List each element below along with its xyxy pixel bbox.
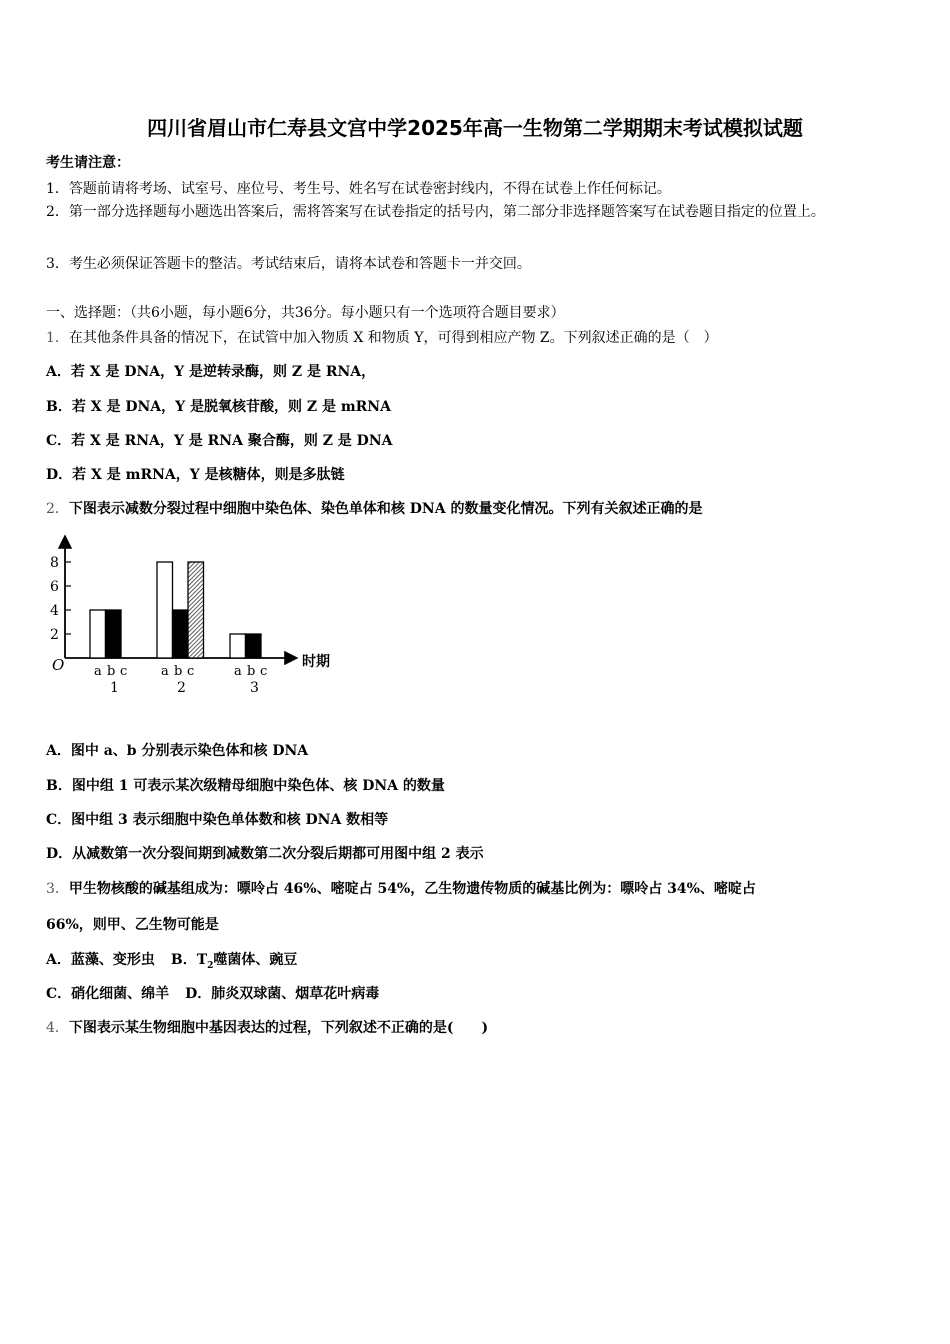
section-heading: 一、选择题：（共6小题，每小题6分，共36分。每小题只有一个选项符合题目要求）	[46, 305, 565, 321]
bar-letter-label: a	[234, 664, 242, 679]
bar-a-group-2	[157, 562, 173, 658]
bar-b-group-1	[106, 610, 122, 658]
bar-letter-label: c	[187, 664, 195, 679]
bar-letter-label: a	[161, 664, 169, 679]
q1-option-c: C．若 X 是 RNA，Y 是 RNA 聚合酶，则 Z 是 DNA	[46, 433, 393, 449]
question-number: 2．	[46, 501, 69, 517]
notice-item-2: 2．第一部分选择题每小题选出答案后，需将答案写在试卷指定的括号内，第二部分非选择题答案写在试卷题目指定的位置上。	[46, 204, 825, 220]
bar-c-group-2	[188, 562, 204, 658]
q3-option-a: A．蓝藻、变形虫	[46, 952, 155, 968]
y-tick-label: 4	[50, 603, 59, 619]
q3-option-b: B．$T_2$噬菌体、豌豆	[170, 952, 298, 971]
bar-letter-label: c	[120, 664, 128, 679]
question-3	[46, 878, 756, 898]
bar-letter-label: a	[94, 664, 102, 679]
q1-option-d: D．若 X 是 mRNA，Y 是核糖体，则是多肽链	[46, 467, 345, 483]
q3-options-cd	[46, 983, 379, 1003]
question-number: 1．	[46, 330, 69, 346]
group-label: 1	[110, 680, 119, 696]
y-tick-label: 2	[50, 627, 59, 643]
question-stem: 甲生物核酸的碱基组成为：嘌呤占 46%、嘧啶占 54%，乙生物遗传物质的碱基比例为：嘌呤占 34%、嘧啶占	[68, 881, 756, 897]
question-stem: 下图表示减数分裂过程中细胞中染色体、染色单体和核 DNA 的数量变化情况。下列有关叙述正确的是	[68, 501, 703, 517]
question-number: 4．	[46, 1020, 69, 1036]
question-stem: 在其他条件具备的情况下，在试管中加入物质 X 和物质 Y，可得到相应产物 Z。下列叙述正确的是（ ）	[68, 330, 718, 346]
bar-chart	[40, 530, 350, 705]
bar-b-group-2	[173, 610, 189, 658]
question-3-stem-continued: 66%，则甲、乙生物可能是	[46, 917, 219, 933]
bar-letter-label: b	[107, 664, 116, 679]
origin-label: O	[52, 656, 65, 674]
q2-option-b: B．图中组 1 可表示某次级精母细胞中染色体、核 DNA 的数量	[46, 778, 445, 794]
bar-letter-label: b	[174, 664, 183, 679]
q2-option-d: D．从减数第一次分裂间期到减数第二次分裂后期都可用图中组 2 表示	[46, 846, 484, 862]
bar-a-group-3	[230, 634, 246, 658]
question-stem: 下图表示某生物细胞中基因表达的过程，下列叙述不正确的是( )	[68, 1020, 489, 1036]
q1-option-b: B．若 X 是 DNA，Y 是脱氧核苷酸，则 Z 是 mRNA	[46, 399, 391, 415]
group-label: 2	[177, 680, 186, 696]
notice-item-3: 3．考生必须保证答题卡的整洁。考试结束后，请将本试卷和答题卡一并交回。	[46, 256, 531, 272]
x-axis-label: 时期	[302, 654, 330, 670]
bar-b-group-3	[246, 634, 262, 658]
notice-item-1: 1．答题前请将考场、试室号、座位号、考生号、姓名写在试卷密封线内，不得在试卷上作任何标记。	[46, 181, 671, 197]
q3-options-ab	[46, 949, 297, 971]
question-4	[46, 1017, 488, 1037]
question-1	[46, 327, 718, 347]
q2-option-c: C．图中组 3 表示细胞中染色单体数和核 DNA 数相等	[46, 812, 389, 828]
q3-option-d: D．肺炎双球菌、烟草花叶病毒	[185, 986, 380, 1002]
page-title: 四川省眉山市仁寿县文宫中学2025年高一生物第二学期期末考试模拟试题	[147, 116, 803, 140]
y-tick-label: 6	[50, 579, 59, 595]
bar-letter-label: c	[260, 664, 268, 679]
group-label: 3	[250, 680, 259, 696]
q1-option-a: A．若 X 是 DNA，Y 是逆转录酶，则 Z 是 RNA，	[46, 364, 376, 380]
y-tick-label: 8	[50, 555, 59, 571]
bar-a-group-1	[90, 610, 106, 658]
q2-option-a: A．图中 a、b 分别表示染色体和核 DNA	[46, 743, 309, 759]
question-number: 3．	[46, 881, 69, 897]
bar-letter-label: b	[247, 664, 256, 679]
q3-option-c: C．硝化细菌、绵羊	[46, 986, 170, 1002]
question-2	[46, 498, 702, 518]
notice-heading: 考生请注意：	[46, 155, 130, 171]
